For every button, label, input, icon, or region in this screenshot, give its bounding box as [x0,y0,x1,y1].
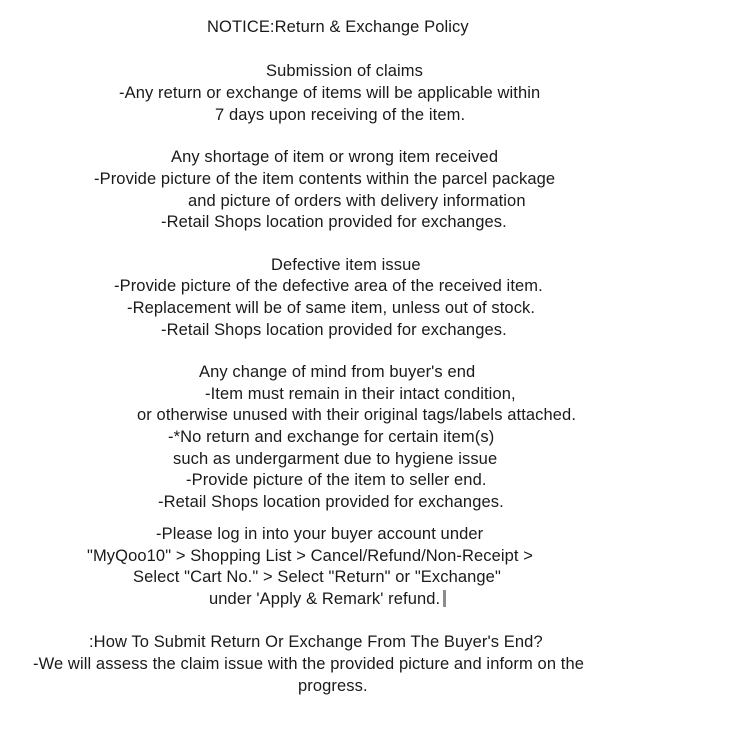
login-instruction-line: "MyQoo10" > Shopping List > Cancel/Refund/Non-Receipt > [87,547,534,565]
shortage-line: -Retail Shops location provided for exchanges. [161,213,507,231]
change-of-mind-line: -Retail Shops location provided for exchanges. [158,493,504,511]
submission-line: 7 days upon receiving of the item. [215,106,466,124]
login-instruction-line-last [209,589,446,611]
login-instruction-line: Select "Cart No." > Select "Return" or "Exchange" [133,568,501,586]
shortage-line: and picture of orders with delivery information [188,192,526,210]
change-of-mind-line: -Item must remain in their intact condition, [205,385,516,403]
notice-title: NOTICE:Return & Exchange Policy [207,18,469,36]
defective-line: -Provide picture of the defective area of the received item. [114,277,543,295]
shortage-heading: Any shortage of item or wrong item received [171,148,499,166]
how-to-line: -We will assess the claim issue with the provided picture and inform on the [33,655,585,673]
how-to-heading: :How To Submit Return Or Exchange From The Buyer's End? [89,633,543,651]
change-of-mind-heading: Any change of mind from buyer's end [199,363,476,381]
defective-line: -Retail Shops location provided for exchanges. [161,321,507,339]
text-cursor-mark [443,590,446,607]
defective-heading: Defective item issue [271,256,421,274]
shortage-line: -Provide picture of the item contents within the parcel package [94,170,556,188]
submission-line: -Any return or exchange of items will be applicable within [119,84,541,102]
change-of-mind-line: -Provide picture of the item to seller end. [186,471,487,489]
change-of-mind-line: -*No return and exchange for certain item(s) [168,428,495,446]
submission-heading: Submission of claims [266,62,423,80]
change-of-mind-line: such as undergarment due to hygiene issue [173,450,498,468]
login-instruction-text: under 'Apply & Remark' refund. [209,590,441,608]
defective-line: -Replacement will be of same item, unless out of stock. [127,299,536,317]
how-to-line: progress. [298,677,368,695]
login-instruction-line: -Please log in into your buyer account under [156,525,484,543]
change-of-mind-line: or otherwise unused with their original tags/labels attached. [137,406,577,424]
